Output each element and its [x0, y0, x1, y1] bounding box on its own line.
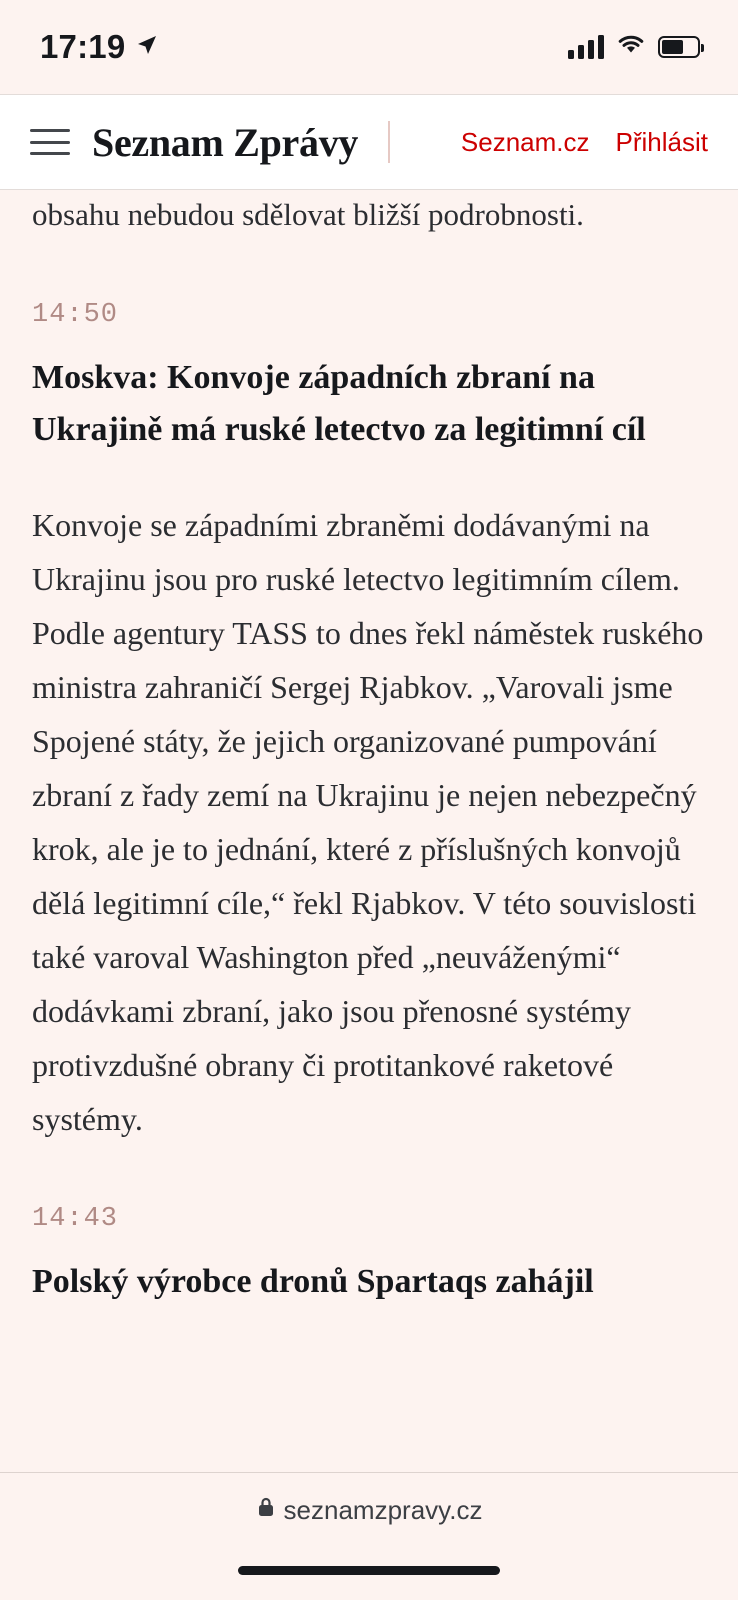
header-link-seznam[interactable]: Seznam.cz [460, 126, 590, 157]
cellular-signal-icon [568, 35, 604, 59]
article-feed[interactable] [0, 190, 738, 1472]
lock-icon [256, 1495, 276, 1526]
address-bar[interactable] [256, 1495, 483, 1526]
header-divider [388, 121, 390, 163]
status-bar [0, 0, 738, 94]
entry-body: Konvoje se západními zbraněmi dodávanými na Ukrajinu jsou pro ruské letectvo legitimním cílem. Podle agentury TASS to dnes řekl náměstek ruského ministra zahraničí Sergej Rjabkov. „Varovali jsme Spojené státy, že jejich organizované pumpování zbraní z řady zemí na Ukrajinu je nejen nebezpečný krok, ale je to jednání, které z příslušných konvojů dělá legitimní cíle,“ řekl Rjabkov. V této souvislosti také varoval Washington před „neuváženými“ dodávkami zbraní, jako jsou přenosné systémy protivzdušné obrany či protitankové raketové systémy. [32, 507, 704, 1137]
hamburger-menu-icon[interactable] [28, 125, 72, 159]
status-time: 17:19 [40, 28, 126, 65]
status-bar-left [40, 28, 159, 66]
site-logo[interactable]: Seznam Zprávy [92, 119, 359, 165]
article-entry-2[interactable] [32, 1204, 706, 1308]
wifi-icon [616, 33, 646, 62]
header-link-login[interactable]: Přihlásit [615, 126, 708, 157]
clipped-paragraph [32, 190, 706, 242]
entry-timestamp: 14:43 [32, 1204, 119, 1234]
article-entry-1[interactable] [32, 300, 706, 1146]
header-links [461, 127, 708, 158]
browser-bottom-bar [0, 1472, 738, 1600]
battery-icon [658, 36, 700, 58]
clipped-paragraph-text: obsahu nebudou sdělovat bližší podrobnosti. [32, 197, 584, 232]
address-bar-url: seznamzpravy.cz [283, 1495, 483, 1525]
location-arrow-icon [135, 33, 159, 62]
entry-headline[interactable]: Moskva: Konvoje západních zbraní na Ukrajině má ruské letectvo za legitimní cíl [32, 359, 646, 448]
entry-timestamp: 14:50 [32, 300, 119, 330]
site-header [0, 94, 738, 190]
entry-headline[interactable]: Polský výrobce dronů Spartaqs zahájil [32, 1263, 594, 1300]
home-indicator[interactable] [238, 1566, 500, 1575]
status-bar-right [568, 33, 700, 62]
